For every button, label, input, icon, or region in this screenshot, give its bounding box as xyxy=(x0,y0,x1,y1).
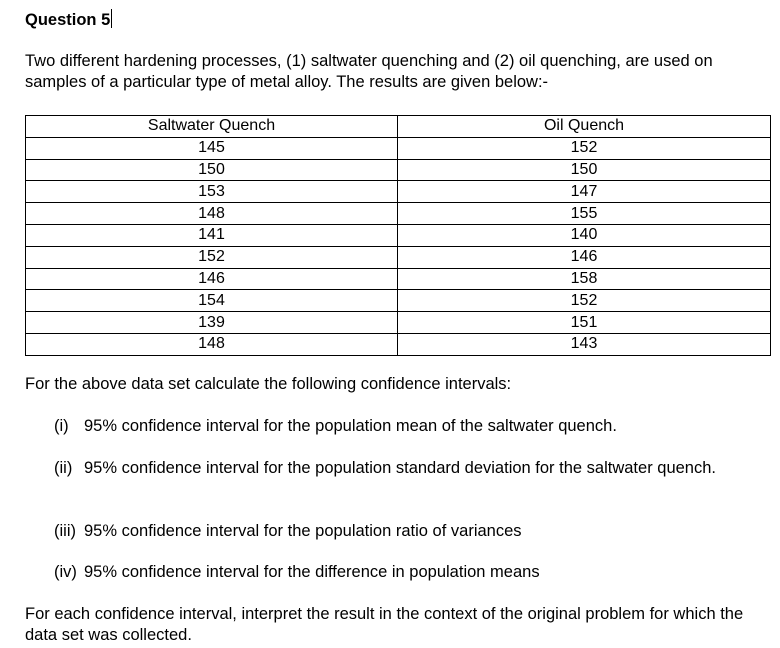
item-number: (iv) xyxy=(54,563,77,581)
list-item-iii xyxy=(54,521,754,542)
saltwater-cell: 145 xyxy=(26,137,398,159)
oil-cell: 146 xyxy=(398,246,771,268)
table-row xyxy=(26,137,771,159)
oil-cell: 152 xyxy=(398,290,771,312)
results-table xyxy=(25,115,771,356)
saltwater-cell: 148 xyxy=(26,203,398,225)
saltwater-cell: 148 xyxy=(26,333,398,355)
table-row xyxy=(26,290,771,312)
question-title-text: Question 5 xyxy=(25,11,111,29)
table-row xyxy=(26,268,771,290)
item-number: (ii) xyxy=(54,459,73,477)
table-row xyxy=(26,224,771,246)
oil-cell: 140 xyxy=(398,224,771,246)
item-text: 95% confidence interval for the population standard deviation for the saltwater quench. xyxy=(84,459,716,477)
oil-cell: 155 xyxy=(398,203,771,225)
item-text: 95% confidence interval for the population ratio of variances xyxy=(84,522,522,540)
column-header-saltwater: Saltwater Quench xyxy=(26,116,398,138)
saltwater-cell: 150 xyxy=(26,159,398,181)
saltwater-cell: 146 xyxy=(26,268,398,290)
table-row xyxy=(26,181,771,203)
list-item-ii xyxy=(54,458,754,479)
closing-paragraph: For each confidence interval, interpret the result in the context of the original problem for which the data set was collected. xyxy=(25,605,744,644)
oil-cell: 147 xyxy=(398,181,771,203)
item-text: 95% confidence interval for the difference in population means xyxy=(84,563,540,581)
intro-paragraph: Two different hardening processes, (1) saltwater quenching and (2) oil quenching, are used on samples of a particular type of metal alloy. The results are given below:- xyxy=(25,52,713,91)
table-header-row xyxy=(26,116,771,138)
oil-cell: 152 xyxy=(398,137,771,159)
question-title xyxy=(25,9,112,30)
list-item-i xyxy=(54,416,754,437)
saltwater-cell: 139 xyxy=(26,312,398,334)
oil-cell: 143 xyxy=(398,333,771,355)
table-row xyxy=(26,333,771,355)
item-number: (i) xyxy=(54,417,69,435)
saltwater-cell: 141 xyxy=(26,224,398,246)
item-text: 95% confidence interval for the population mean of the saltwater quench. xyxy=(84,417,617,435)
instructions-lead: For the above data set calculate the following confidence intervals: xyxy=(25,375,512,393)
column-header-oil: Oil Quench xyxy=(398,116,771,138)
saltwater-cell: 154 xyxy=(26,290,398,312)
table-row xyxy=(26,246,771,268)
item-number: (iii) xyxy=(54,522,76,540)
oil-cell: 151 xyxy=(398,312,771,334)
text-cursor xyxy=(111,9,112,28)
table-row xyxy=(26,312,771,334)
table-row xyxy=(26,159,771,181)
oil-cell: 150 xyxy=(398,159,771,181)
oil-cell: 158 xyxy=(398,268,771,290)
saltwater-cell: 153 xyxy=(26,181,398,203)
saltwater-cell: 152 xyxy=(26,246,398,268)
list-item-iv xyxy=(54,562,754,583)
table-row xyxy=(26,203,771,225)
